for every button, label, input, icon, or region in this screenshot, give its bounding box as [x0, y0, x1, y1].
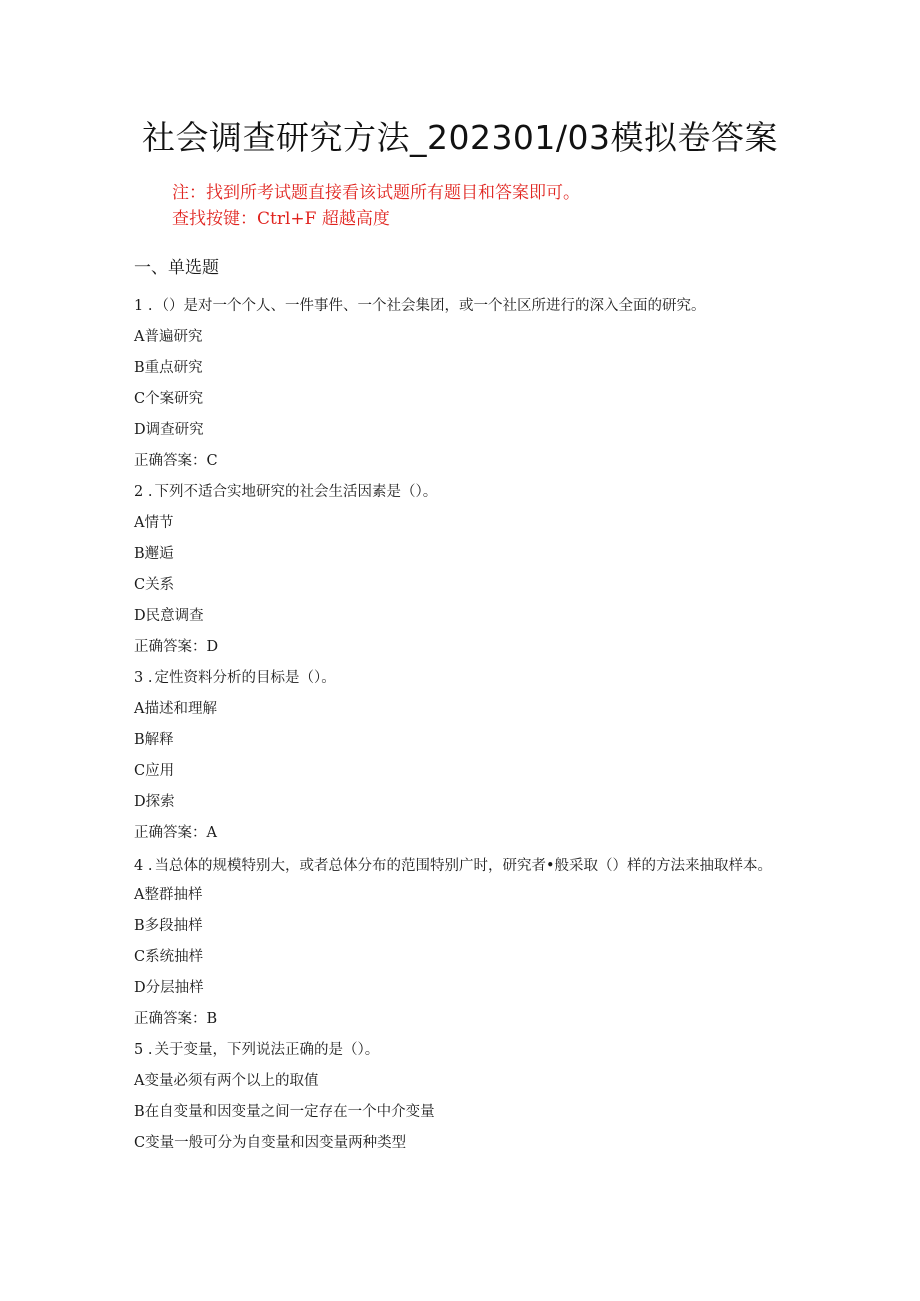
correct-answer: 正确答案：C — [134, 453, 218, 469]
question-stem: 当总体的规模特别大，或者总体分布的范围特别广时，研究者•般采取（）样的方法来抽取样本。 — [154, 858, 773, 874]
question-3 — [134, 665, 784, 851]
option-d: D分层抽样 — [134, 980, 204, 996]
question-text — [134, 479, 784, 510]
option-a: A情节 — [134, 515, 174, 531]
question-2 — [134, 479, 784, 665]
question-stem: 关于变量，下列说法正确的是（）。 — [154, 1042, 380, 1058]
question-text — [134, 665, 784, 696]
option-c: C应用 — [134, 763, 175, 779]
option-b: B在自变量和因变量之间一定存在一个中介变量 — [134, 1104, 435, 1120]
question-number: 5 . — [134, 1042, 153, 1058]
question-number: 4 . — [134, 858, 153, 874]
notice-line-2: 查找按键：Ctrl+F 超越高度 — [172, 209, 390, 229]
document-title: 社会调查研究方法_202301/03模拟卷答案 — [141, 118, 779, 157]
option-c: C个案研究 — [134, 391, 204, 407]
question-stem: 下列不适合实地研究的社会生活因素是（）。 — [154, 484, 438, 500]
correct-answer: 正确答案：A — [134, 825, 217, 841]
question-stem: 定性资料分析的目标是（）。 — [154, 670, 336, 686]
option-a: A描述和理解 — [134, 701, 217, 717]
option-d: D调查研究 — [134, 422, 204, 438]
question-text — [134, 1037, 784, 1068]
question-number: 3 . — [134, 670, 153, 686]
option-c: C系统抽样 — [134, 949, 204, 965]
question-list — [134, 293, 784, 1161]
option-b: B多段抽样 — [134, 918, 203, 934]
option-b: B邂逅 — [134, 546, 174, 562]
option-b: B重点研究 — [134, 360, 203, 376]
option-a: A普遍研究 — [134, 329, 203, 345]
question-5 — [134, 1037, 784, 1161]
option-a: A整群抽样 — [134, 887, 203, 903]
option-c: C变量一般可分为自变量和因变量两种类型 — [134, 1135, 407, 1151]
correct-answer: 正确答案：B — [134, 1011, 218, 1027]
question-text — [134, 293, 784, 324]
option-d: D探索 — [134, 794, 175, 810]
section-heading: 一、单选题 — [134, 258, 219, 278]
question-text — [134, 851, 784, 882]
question-1 — [134, 293, 784, 479]
correct-answer: 正确答案：D — [134, 639, 219, 655]
notice-line-1: 注：找到所考试题直接看该试题所有题目和答案即可。 — [172, 183, 580, 203]
notice-block — [172, 180, 580, 232]
question-stem: （）是对一个个人、一件事件、一个社会集团，或一个社区所进行的深入全面的研究。 — [154, 298, 706, 314]
question-number: 1 . — [134, 298, 153, 314]
question-number: 2 . — [134, 484, 153, 500]
option-a: A变量必须有两个以上的取值 — [134, 1073, 319, 1089]
question-4 — [134, 851, 784, 1037]
option-c: C关系 — [134, 577, 175, 593]
option-b: B解释 — [134, 732, 174, 748]
option-d: D民意调查 — [134, 608, 204, 624]
